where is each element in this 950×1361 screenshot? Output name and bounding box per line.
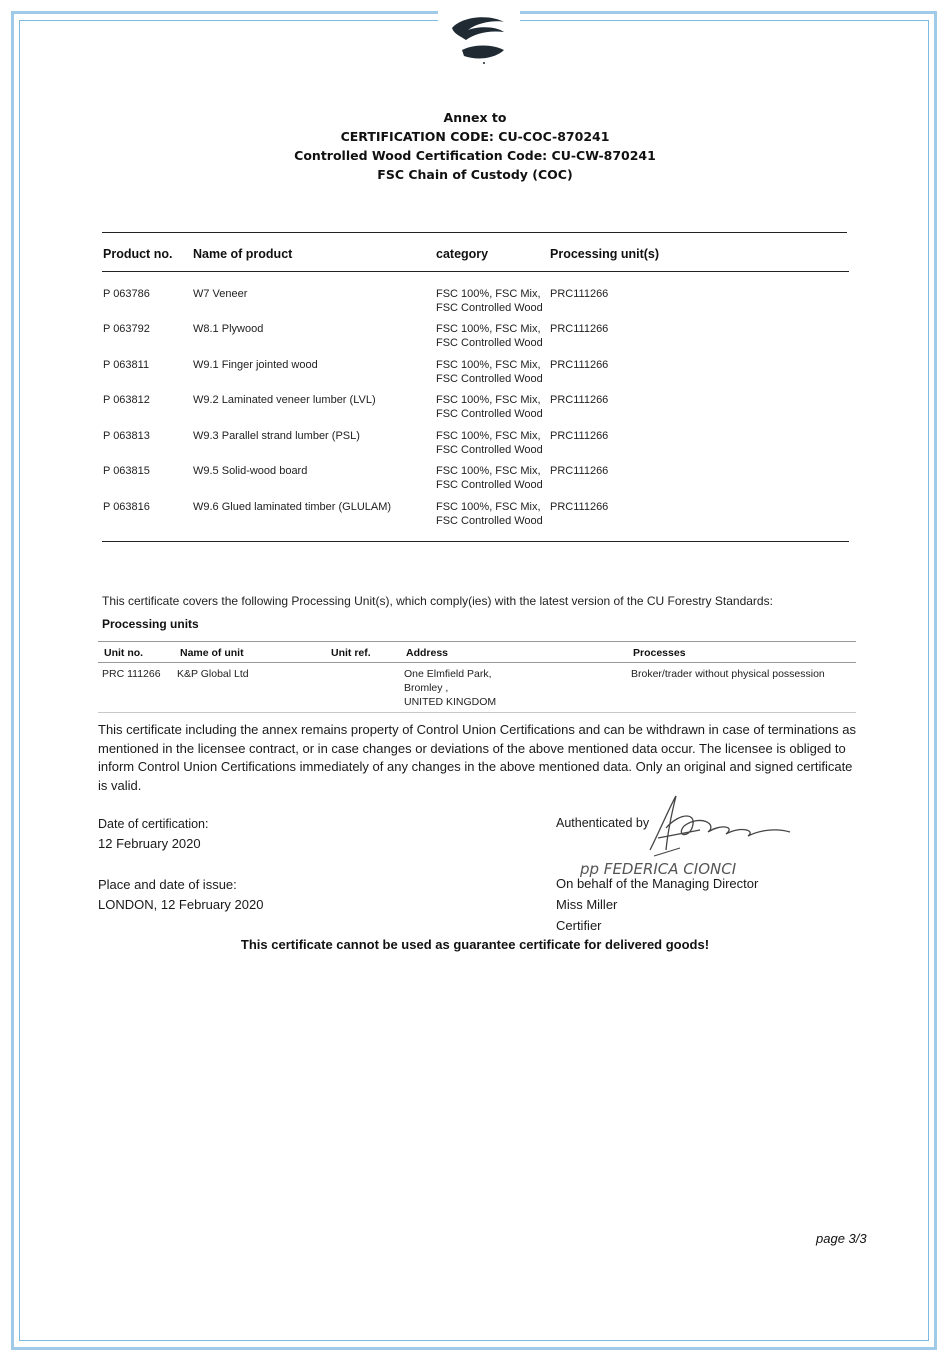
pu-col-header-address: Address (406, 647, 449, 659)
col-header-product-name: Name of product (193, 247, 293, 261)
processing-units-title: Processing units (102, 617, 199, 631)
table-row-category-line2: FSC Controlled Wood (436, 373, 543, 385)
table-row-product-name: W8.1 Plywood (193, 323, 264, 335)
table-row-processing-unit: PRC111266 (550, 430, 609, 442)
table-row-product-no: P 063812 (103, 394, 150, 406)
table-row-product-name: W9.1 Finger jointed wood (193, 359, 318, 371)
issue-place-date-value: LONDON, 12 February 2020 (98, 897, 264, 912)
certification-date-label: Date of certification: (98, 817, 209, 831)
pu-row-processes: Broker/trader without physical possession (631, 668, 825, 680)
handwritten-signature (580, 790, 820, 880)
control-union-logo (438, 6, 520, 70)
issue-place-date-label: Place and date of issue: (98, 877, 237, 892)
coverage-note: This certificate covers the following Processing Unit(s), which comply(ies) with the latest version of the CU Forestry Standards: (102, 594, 773, 608)
pu-table-header-rule (98, 662, 856, 663)
col-header-product-no: Product no. (103, 247, 173, 261)
pu-col-header-unit-no: Unit no. (104, 647, 144, 659)
pu-col-header-processes: Processes (633, 647, 686, 659)
signatory-name: Miss Miller (556, 897, 618, 912)
pu-col-header-name: Name of unit (180, 647, 244, 659)
header-controlled-wood-code: Controlled Wood Certification Code: CU-CW-870241 (294, 148, 656, 163)
table-row-category-line1: FSC 100%, FSC Mix, (436, 430, 541, 442)
col-header-category: category (436, 247, 489, 261)
table-row-product-name: W9.6 Glued laminated timber (GLULAM) (193, 501, 392, 513)
table-bottom-rule (102, 541, 849, 542)
table-row-processing-unit: PRC111266 (550, 394, 609, 406)
table-row-category-line2: FSC Controlled Wood (436, 337, 543, 349)
table-row-category-line2: FSC Controlled Wood (436, 302, 543, 314)
validity-statement: This certificate including the annex remains property of Control Union Certifications and can be withdrawn in case of terminations as mentioned in the licensee contract, or in case changes or deviations of the above mentioned data occur. The licensee is obliged to inform Control Union Certifications immediately of any changes in the above mentioned data. Only an original and signed certificate is valid. (98, 722, 856, 793)
table-row-product-name: W9.5 Solid-wood board (193, 465, 308, 477)
table-row-category-line1: FSC 100%, FSC Mix, (436, 501, 541, 513)
table-row-product-name: W9.2 Laminated veneer lumber (LVL) (193, 394, 376, 406)
table-row-category-line2: FSC Controlled Wood (436, 444, 543, 456)
table-row-processing-unit: PRC111266 (550, 288, 609, 300)
certification-date-value: 12 February 2020 (98, 836, 201, 851)
table-row-processing-unit: PRC111266 (550, 465, 609, 477)
page-number: page 3/3 (816, 1231, 867, 1246)
table-row-category-line2: FSC Controlled Wood (436, 408, 543, 420)
pu-row-address-line1: One Elmfield Park, (404, 668, 492, 680)
col-header-processing-unit: Processing unit(s) (550, 247, 660, 261)
pu-row-address-line3: UNITED KINGDOM (404, 696, 497, 708)
table-row-processing-unit: PRC111266 (550, 323, 609, 335)
table-row-product-no: P 063815 (103, 465, 150, 477)
handwritten-name: pp FEDERICA CIONCI (580, 860, 737, 878)
document-header (0, 108, 950, 184)
table-row-product-no: P 063811 (103, 359, 150, 371)
table-row-category-line1: FSC 100%, FSC Mix, (436, 394, 541, 406)
pu-row-unit-no: PRC 111266 (102, 668, 161, 680)
table-row-category-line2: FSC Controlled Wood (436, 479, 543, 491)
table-row-product-name: W7 Veneer (193, 288, 248, 300)
table-row-product-name: W9.3 Parallel strand lumber (PSL) (193, 430, 360, 442)
header-certification-code: CERTIFICATION CODE: CU-COC-870241 (340, 129, 610, 144)
table-top-rule (102, 232, 847, 233)
pu-col-header-ref: Unit ref. (331, 647, 371, 659)
header-scheme: FSC Chain of Custody (COC) (377, 167, 573, 182)
pu-row-address-line2: Bromley , (404, 682, 449, 694)
guarantee-warning: This certificate cannot be used as guarantee certificate for delivered goods! (240, 937, 710, 952)
signatory-role: Certifier (556, 918, 602, 933)
header-annex: Annex to (443, 110, 507, 125)
pu-table-bottom-rule (98, 712, 856, 713)
table-row-category-line1: FSC 100%, FSC Mix, (436, 323, 541, 335)
table-row-category-line1: FSC 100%, FSC Mix, (436, 359, 541, 371)
authenticated-by-label: Authenticated by (556, 816, 650, 830)
table-row-category-line2: FSC Controlled Wood (436, 515, 543, 527)
table-row-category-line1: FSC 100%, FSC Mix, (436, 465, 541, 477)
table-row-product-no: P 063813 (103, 430, 150, 442)
pu-table-top-rule (98, 641, 856, 642)
table-row-product-no: P 063816 (103, 501, 150, 513)
table-row-category-line1: FSC 100%, FSC Mix, (436, 288, 541, 300)
on-behalf-text: On behalf of the Managing Director (556, 876, 759, 891)
table-row-processing-unit: PRC111266 (550, 359, 609, 371)
table-row-product-no: P 063792 (103, 323, 150, 335)
table-row-product-no: P 063786 (103, 288, 150, 300)
pu-row-name: K&P Global Ltd (177, 668, 249, 680)
table-row-processing-unit: PRC111266 (550, 501, 609, 513)
table-header-rule (102, 271, 849, 272)
